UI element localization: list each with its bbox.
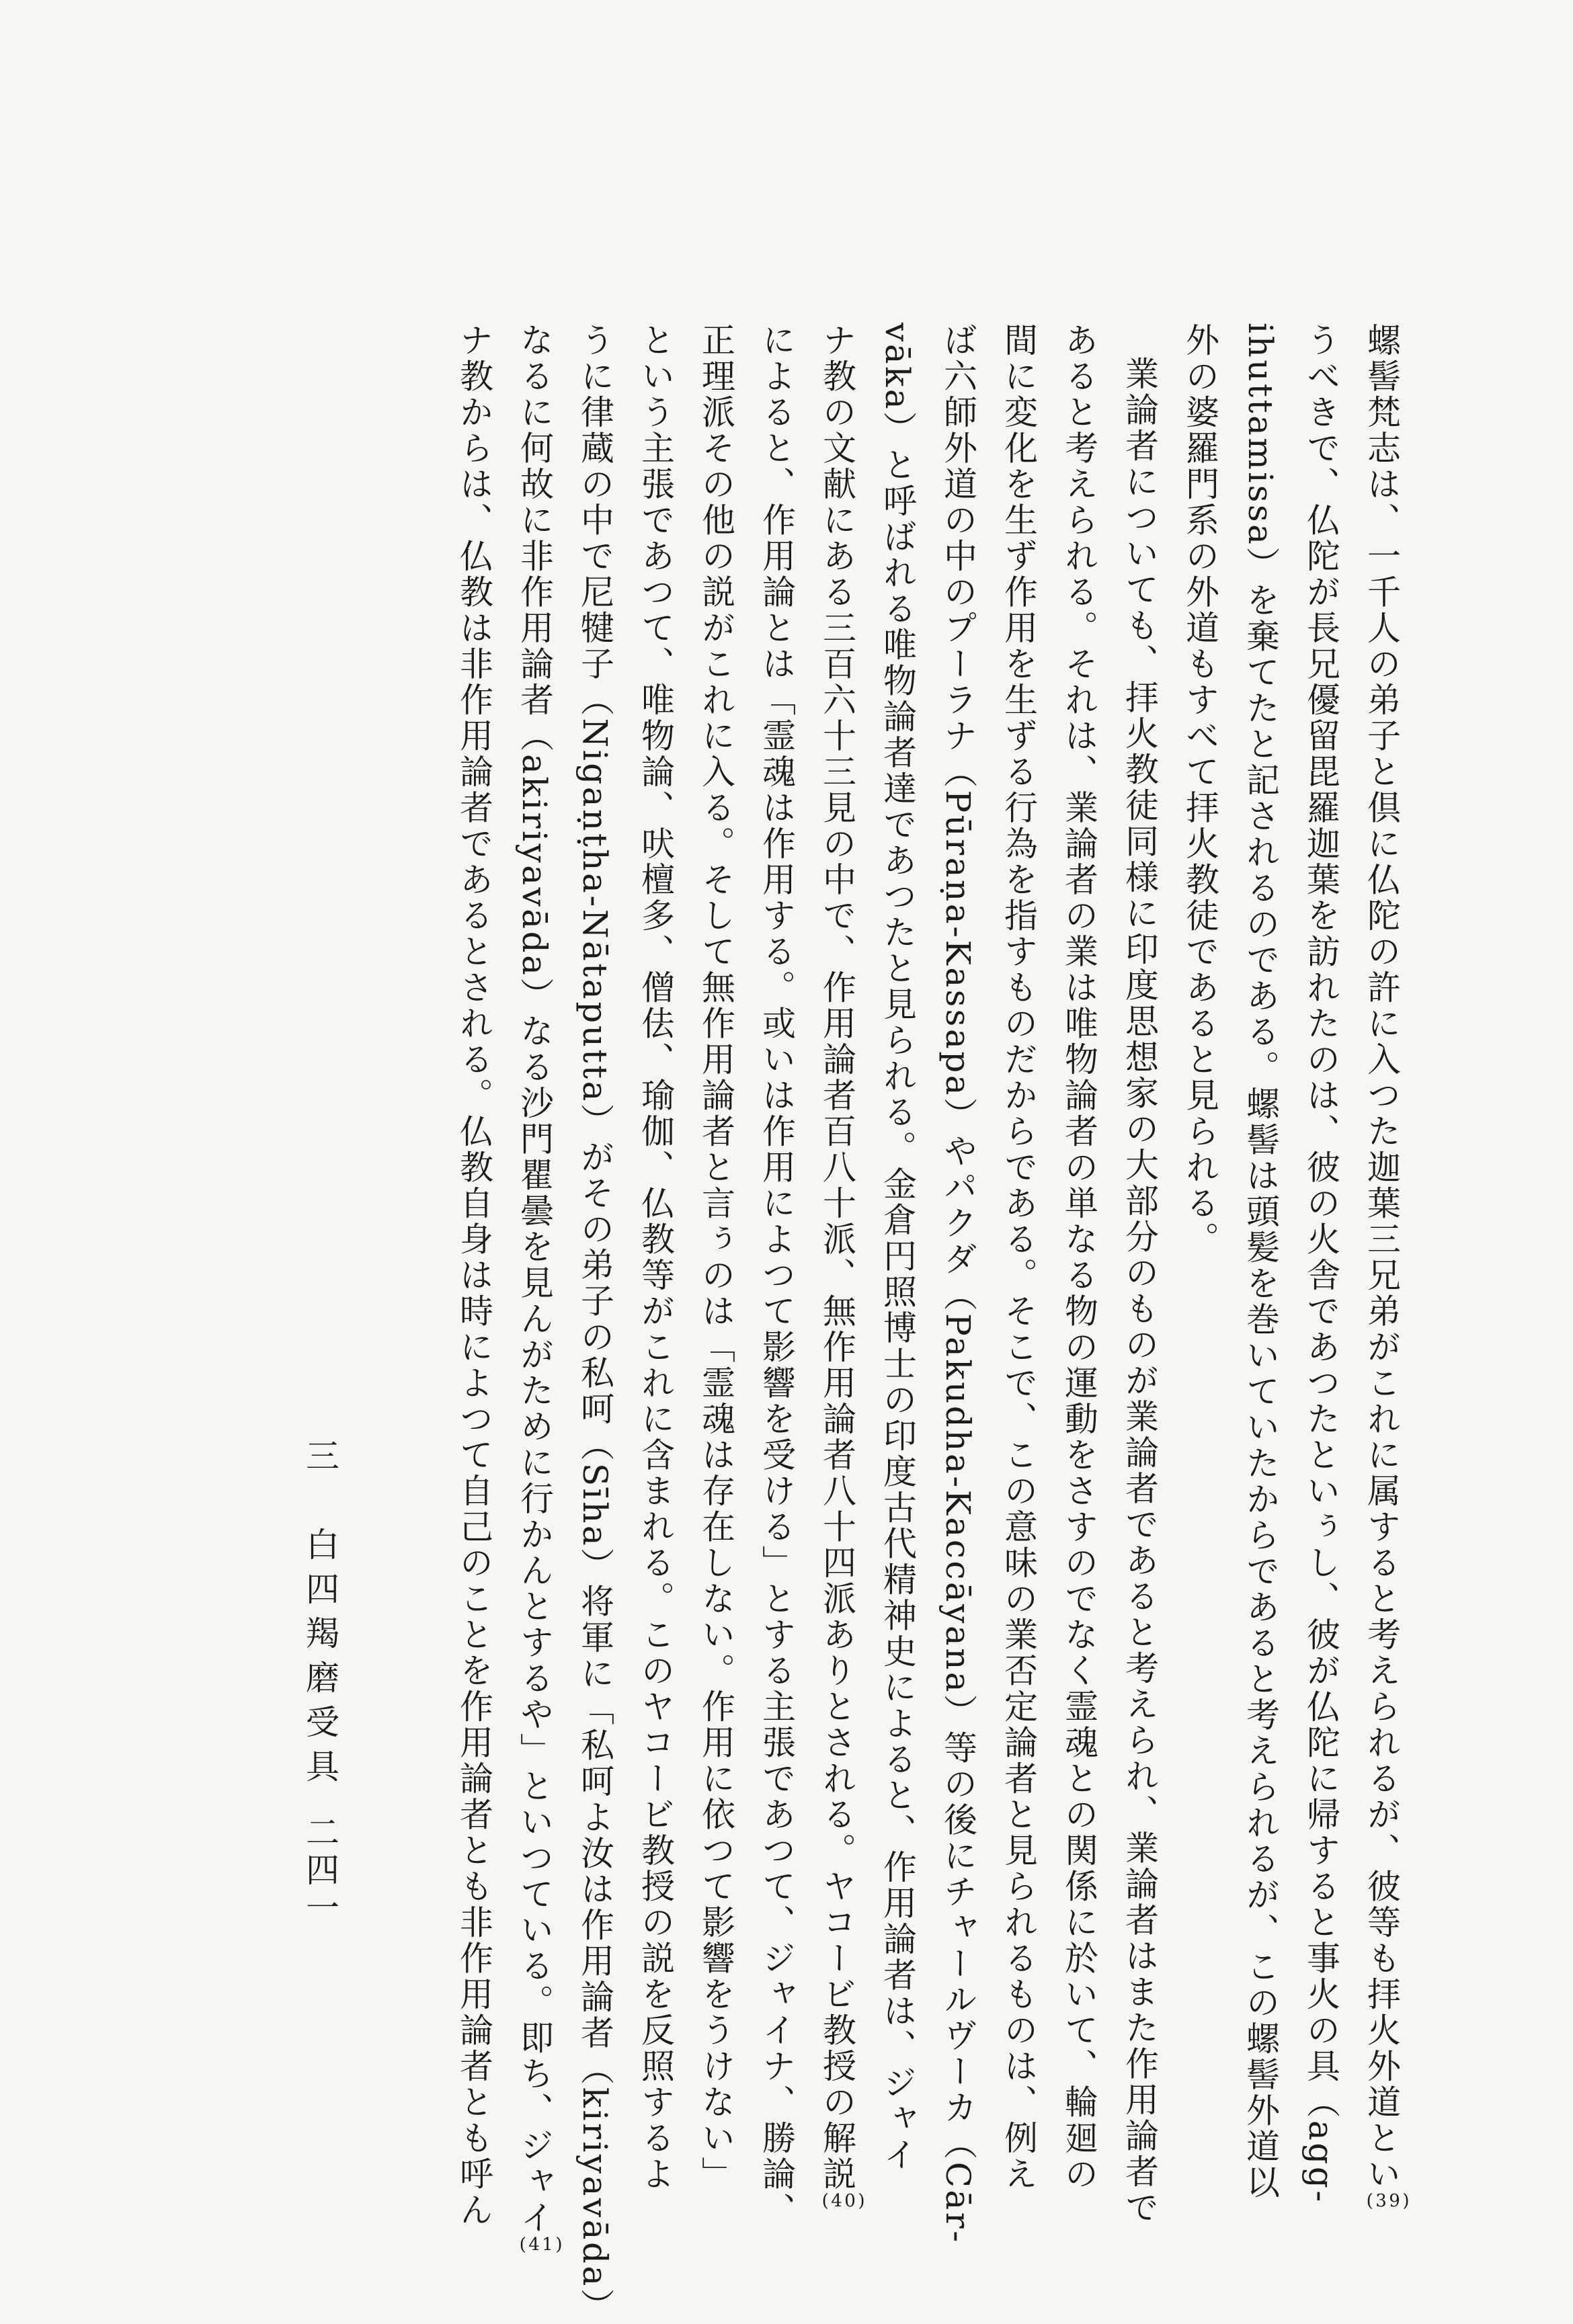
text-column: 間に変化を生ず作用を生ずる行為を指すものだからである。そこで、この意味の業否定論者と見られるものは、例え xyxy=(999,323,1038,2192)
text-column: うべきで、仏陀が長兄優留毘羅迦葉を訪れたのは、彼の火舎であつたといぅし、彼が仏陀に帰すると事火の具（agg- xyxy=(1301,323,1340,2204)
text-column: 外の婆羅門系の外道もすべて拝火教徒であると見られる。 xyxy=(1180,323,1219,1257)
body-text xyxy=(343,323,1412,2324)
footnote-marker-39: (39) xyxy=(1366,2191,1412,2211)
running-head: 三 白四羯磨受具 xyxy=(300,1438,339,1793)
text-column xyxy=(807,323,867,2211)
footnote-marker-41: (41) xyxy=(519,2234,565,2255)
text-column xyxy=(1351,323,1412,2211)
column-text: 螺髻梵志は、一千人の弟子と倶に仏陀の許に入つた迦葉三兄弟がこれに属すると考えられるが、彼等も拝火外道とい xyxy=(1362,323,1401,2192)
column-text: ナ教の文献にある三百六十三見の中で、作用論者百八十派、無作用論者八十四派ありとされる。ヤコービ教授の解説 xyxy=(817,323,856,2192)
text-column: 正理派その他の説がこれに入る。そして無作用論者と言ぅのは「霊魂は存在しない。作用に依つて影響をうけない」 xyxy=(696,323,735,2192)
column-text: なるに何故に非作用論者（akiriyavāda）なる沙門瞿曇を見んがために行かんとするや」といつている。即ち、ジャイ xyxy=(515,323,554,2236)
text-column: によると、作用論とは「霊魂は作用する。或いは作用によつて影響を受ける」とする主張であつて、ジャイナ、勝論、 xyxy=(757,323,796,2229)
text-column: ナ教からは、仏教は非作用論者であるとされる。仏教自身は時によつて自己のことを作用論者とも非作用論者とも呼ん xyxy=(454,323,493,2229)
text-column: ば六師外道の中のプーラナ（Pūraṇa-Kassapa）やパクダ（Pakudha-Kaccāyana）等の後にチャールヴーカ（Cār- xyxy=(938,323,977,2245)
text-column: あると考えられる。それは、業論者の業は唯物論者の単なる物の運動をさすのでなく霊魂との関係に於いて、輪廻の xyxy=(1059,323,1098,2192)
text-column xyxy=(504,323,565,2255)
paragraph-start-column: 業論者についても、拝火教徒同様に印度思想家の大部分のものが業論者であると考えられ、業論者はまた作用論者で xyxy=(1120,356,1159,2226)
page-number: 二四一 xyxy=(300,1815,339,1927)
text-column: うに律蔵の中で尼犍子（Nigaṇṭha-Nātaputta）がその弟子の私呵（Sīha）将軍に「私呵よ汝は作用論者（kiriyavāda） xyxy=(575,323,614,2324)
text-column: という主張であつて、唯物論、吠檀多、僧佉、瑜伽、仏教等がこれに含まれる。このヤコービ教授の説を反照するよ xyxy=(636,323,675,2192)
footnote-marker-40: (40) xyxy=(821,2191,867,2211)
text-column: vāka）と呼ばれる唯物論者達であつたと見られる。金倉円照博士の印度古代精神史によると、作用論者は、ジャイ xyxy=(878,323,917,2173)
text-column: ihuttamissa）を棄てたと記されるのである。螺髻は頭髪を巻いていたからであると考えられるが、この螺髻外道以 xyxy=(1241,323,1280,2201)
